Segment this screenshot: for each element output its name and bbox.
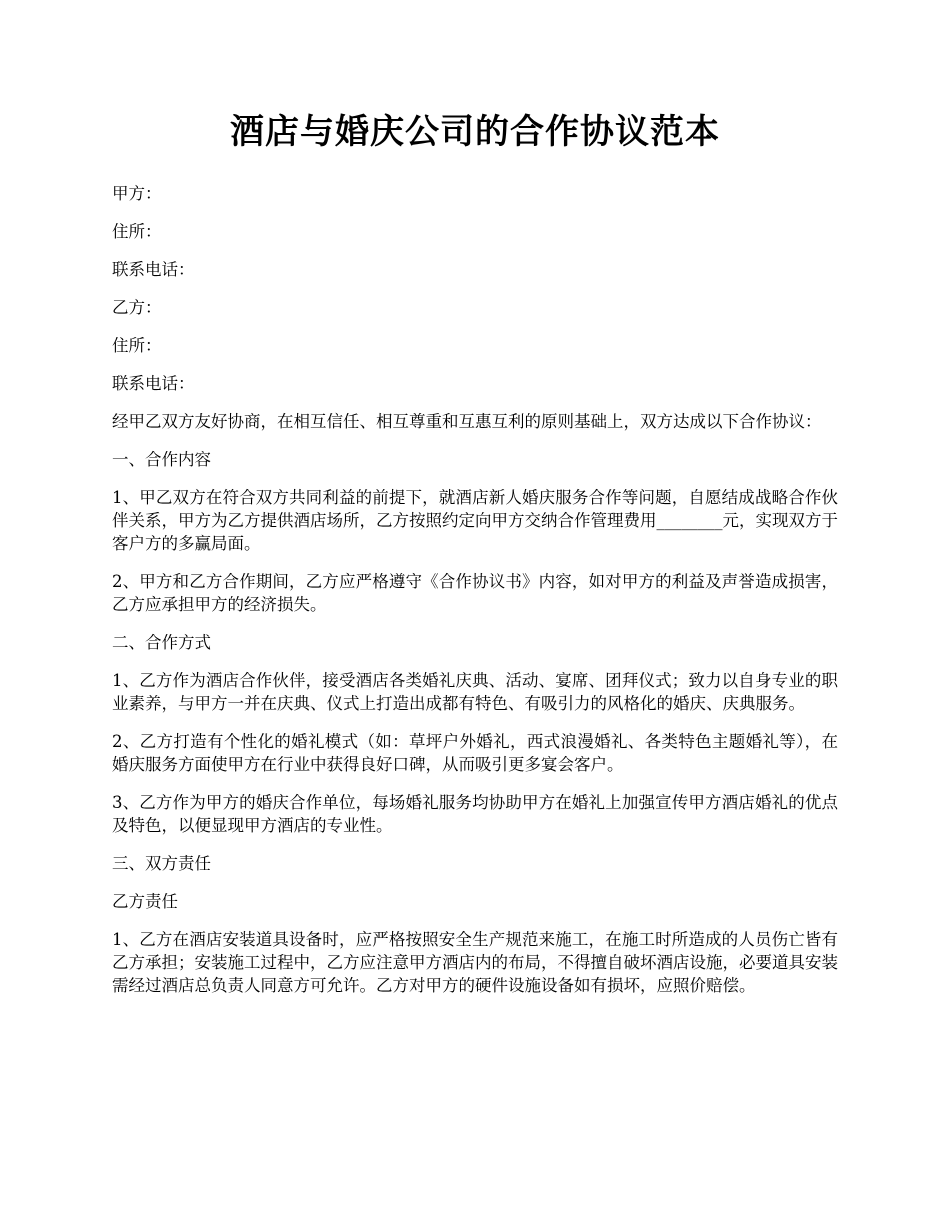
clause-paragraph: 1、甲乙双方在符合双方共同利益的前提下，就酒店新人婚庆服务合作等问题，自愿结成战略合作伙伴关系，甲方为乙方提供酒店场所，乙方按照约定向甲方交纳合作管理费用________元，实现双方于客户方的多赢局面。 [112, 488, 838, 553]
party-a-phone-label: 联系电话： [112, 260, 195, 279]
clause-paragraph: 2、乙方打造有个性化的婚礼模式（如：草坪户外婚礼，西式浪漫婚礼、各类特色主题婚礼等），在婚庆服务方面使甲方在行业中获得良好口碑，从而吸引更多宴会客户。 [112, 732, 838, 774]
document-title: 酒店与婚庆公司的合作协议范本 [230, 112, 720, 152]
section-heading-responsibilities: 三、双方责任 [112, 854, 211, 873]
party-b-address-label: 住所： [112, 336, 162, 355]
section-heading-cooperation-method: 二、合作方式 [112, 633, 211, 652]
preamble-paragraph: 经甲乙双方友好协商，在相互信任、相互尊重和互惠互利的原则基础上，双方达成以下合作协议： [112, 412, 822, 431]
section-heading-cooperation-content: 一、合作内容 [112, 450, 211, 469]
clause-paragraph: 1、乙方作为酒店合作伙伴，接受酒店各类婚礼庆典、活动、宴席、团拜仪式；致力以自身专业的职业素养，与甲方一并在庆典、仪式上打造出成都有特色、有吸引力的风格化的婚庆、庆典服务。 [112, 671, 838, 713]
party-b-phone-label: 联系电话： [112, 374, 195, 393]
clause-paragraph: 1、乙方在酒店安装道具设备时，应严格按照安全生产规范来施工，在施工时所造成的人员伤亡皆有乙方承担；安装施工过程中，乙方应注意甲方酒店内的布局，不得擅自破坏酒店设施，必要道具安装需经过酒店总负责人同意方可允许。乙方对甲方的硬件设施设备如有损坏，应照价赔偿。 [112, 930, 838, 995]
clause-paragraph: 3、乙方作为甲方的婚庆合作单位，每场婚礼服务均协助甲方在婚礼上加强宣传甲方酒店婚礼的优点及特色，以便显现甲方酒店的专业性。 [112, 793, 838, 835]
subsection-heading-party-b-responsibility: 乙方责任 [112, 892, 178, 911]
party-a-address-label: 住所： [112, 222, 162, 241]
clause-paragraph: 2、甲方和乙方合作期间，乙方应严格遵守《合作协议书》内容，如对甲方的利益及声誉造成损害，乙方应承担甲方的经济损失。 [112, 572, 838, 614]
party-b-label: 乙方： [112, 298, 162, 317]
party-a-label: 甲方： [112, 184, 162, 203]
